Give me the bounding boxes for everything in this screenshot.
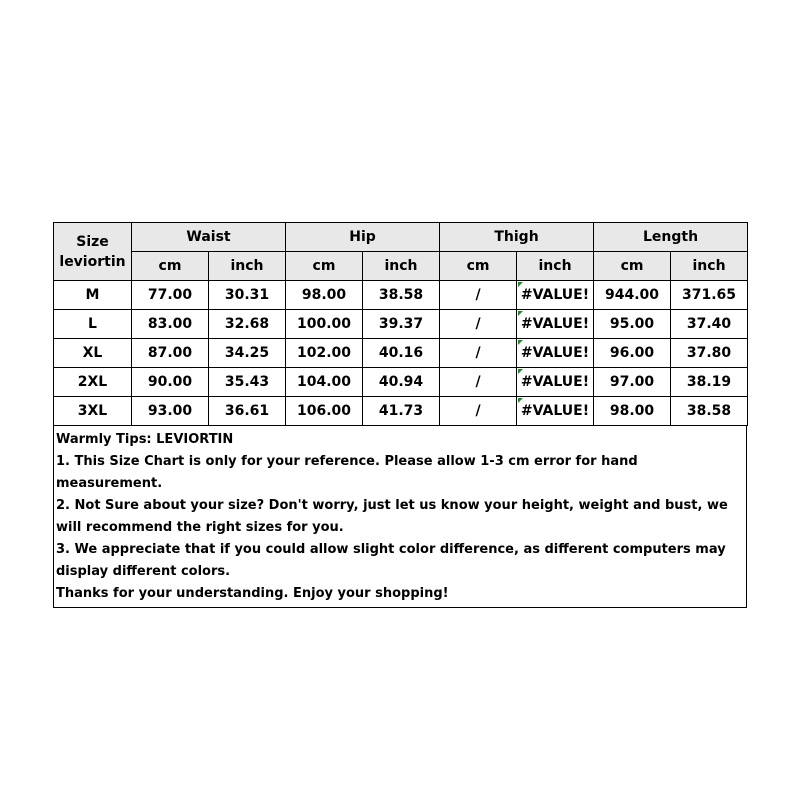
table-cell: / <box>440 397 517 426</box>
error-cell: #VALUE! <box>517 339 594 368</box>
table-cell: 102.00 <box>286 339 363 368</box>
table-cell: 87.00 <box>132 339 209 368</box>
tip-line-2: 2. Not Sure about your size? Don't worry, just let us know your height, weight and bust, we will recommend the right sizes for you. <box>56 498 728 535</box>
unit-header: inch <box>363 252 440 281</box>
size-cell: 3XL <box>54 397 132 426</box>
unit-header: cm <box>132 252 209 281</box>
table-row <box>54 339 748 368</box>
table-cell: 100.00 <box>286 310 363 339</box>
table-cell: 98.00 <box>286 281 363 310</box>
size-chart <box>53 222 747 608</box>
table-cell: 38.58 <box>671 397 748 426</box>
error-cell: #VALUE! <box>517 368 594 397</box>
table-cell: 39.37 <box>363 310 440 339</box>
table-cell: 32.68 <box>209 310 286 339</box>
group-header-length: Length <box>594 223 748 252</box>
table-cell: 35.43 <box>209 368 286 397</box>
group-header-row <box>54 223 748 252</box>
table-cell: 96.00 <box>594 339 671 368</box>
table-cell: 371.65 <box>671 281 748 310</box>
table-cell: / <box>440 339 517 368</box>
table-cell: 944.00 <box>594 281 671 310</box>
error-cell: #VALUE! <box>517 397 594 426</box>
table-row <box>54 310 748 339</box>
table-cell: 93.00 <box>132 397 209 426</box>
size-table <box>53 222 748 426</box>
table-cell: / <box>440 281 517 310</box>
size-cell: 2XL <box>54 368 132 397</box>
tips-box <box>53 426 747 608</box>
error-cell: #VALUE! <box>517 281 594 310</box>
size-cell: M <box>54 281 132 310</box>
tips-closing: Thanks for your understanding. Enjoy your shopping! <box>56 586 449 601</box>
table-cell: 38.58 <box>363 281 440 310</box>
tip-line-1: 1. This Size Chart is only for your reference. Please allow 1-3 cm error for hand measurement. <box>56 454 638 491</box>
size-cell: XL <box>54 339 132 368</box>
group-header-thigh: Thigh <box>440 223 594 252</box>
group-header-waist: Waist <box>132 223 286 252</box>
unit-header: inch <box>517 252 594 281</box>
tips-title: Warmly Tips: LEVIORTIN <box>56 432 234 447</box>
table-cell: 34.25 <box>209 339 286 368</box>
tip-line-3: 3. We appreciate that if you could allow slight color difference, as different computers may display different colors. <box>56 542 726 579</box>
error-cell: #VALUE! <box>517 310 594 339</box>
unit-header: cm <box>594 252 671 281</box>
table-cell: 77.00 <box>132 281 209 310</box>
table-cell: / <box>440 368 517 397</box>
unit-header: cm <box>440 252 517 281</box>
unit-header: inch <box>671 252 748 281</box>
unit-header: cm <box>286 252 363 281</box>
table-cell: 106.00 <box>286 397 363 426</box>
table-cell: 97.00 <box>594 368 671 397</box>
table-row <box>54 397 748 426</box>
table-cell: 36.61 <box>209 397 286 426</box>
table-cell: 41.73 <box>363 397 440 426</box>
table-cell: 40.94 <box>363 368 440 397</box>
table-cell: 30.31 <box>209 281 286 310</box>
table-cell: 98.00 <box>594 397 671 426</box>
table-cell: 37.40 <box>671 310 748 339</box>
table-cell: 90.00 <box>132 368 209 397</box>
size-header-line1: Size <box>76 233 109 250</box>
table-cell: 40.16 <box>363 339 440 368</box>
size-header-line2: leviortin <box>59 253 126 270</box>
table-cell: 104.00 <box>286 368 363 397</box>
table-row <box>54 281 748 310</box>
unit-header-row <box>54 252 748 281</box>
table-cell: 83.00 <box>132 310 209 339</box>
table-cell: / <box>440 310 517 339</box>
table-cell: 95.00 <box>594 310 671 339</box>
size-column-header <box>54 223 132 281</box>
group-header-hip: Hip <box>286 223 440 252</box>
size-cell: L <box>54 310 132 339</box>
unit-header: inch <box>209 252 286 281</box>
table-row <box>54 368 748 397</box>
table-cell: 38.19 <box>671 368 748 397</box>
table-cell: 37.80 <box>671 339 748 368</box>
